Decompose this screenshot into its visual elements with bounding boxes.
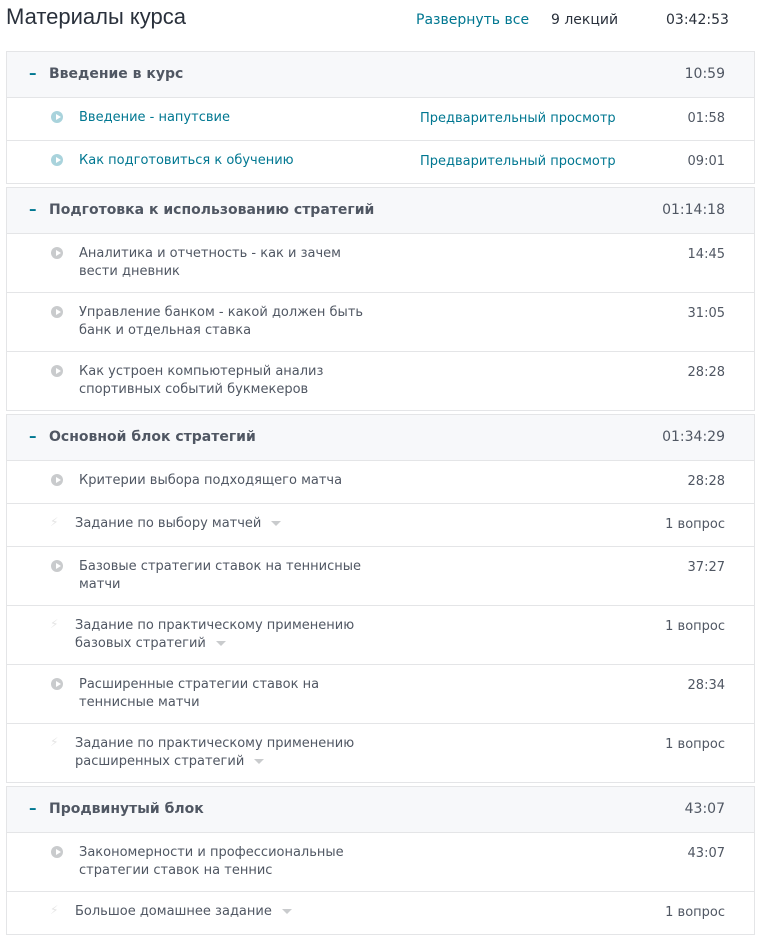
play-icon xyxy=(51,247,63,259)
lecture-duration: 43:07 xyxy=(687,846,725,861)
curriculum xyxy=(6,51,755,935)
lecture-duration: 31:05 xyxy=(687,306,725,321)
lecture-duration: 1 вопрос xyxy=(665,905,725,920)
lecture-title-text: Задание по практическому применению базовых стратегий xyxy=(75,618,355,651)
lightning-icon: ⚡ xyxy=(50,515,59,529)
lecture-row[interactable] xyxy=(7,234,754,293)
play-icon xyxy=(51,154,63,166)
lecture-title-text: Как устроен компьютерный анализ спортивных событий букмекеров xyxy=(79,364,324,397)
preview-link[interactable]: Предварительный просмотр xyxy=(420,154,616,169)
lecture-duration: 14:45 xyxy=(687,247,725,262)
lecture-title xyxy=(79,245,379,281)
lecture-row[interactable] xyxy=(7,724,754,782)
section-duration: 01:14:18 xyxy=(662,202,725,218)
collapse-icon[interactable]: – xyxy=(29,427,37,445)
lecture-title xyxy=(79,472,379,490)
lecture-title xyxy=(75,903,375,921)
play-icon xyxy=(51,846,63,858)
chevron-down-icon[interactable] xyxy=(254,759,264,764)
lightning-icon: ⚡ xyxy=(50,903,59,917)
lecture-title xyxy=(79,676,379,712)
lecture-title[interactable] xyxy=(79,109,379,127)
lecture-title[interactable] xyxy=(79,152,379,170)
lecture-row[interactable] xyxy=(7,461,754,504)
lecture-duration: 01:58 xyxy=(687,111,725,126)
lecture-title xyxy=(79,558,379,594)
lecture-title xyxy=(75,515,375,533)
section-title: Введение в курс xyxy=(49,66,184,82)
lecture-duration: 28:28 xyxy=(687,365,725,380)
lecture-row[interactable] xyxy=(7,606,754,665)
section-header[interactable] xyxy=(7,787,754,833)
curriculum-section xyxy=(6,51,755,184)
play-icon xyxy=(51,365,63,377)
play-icon xyxy=(51,306,63,318)
lecture-count: 9 лекций xyxy=(551,12,619,28)
section-duration: 43:07 xyxy=(684,801,725,817)
expand-all-button[interactable]: Развернуть все xyxy=(416,12,530,28)
preview-link[interactable]: Предварительный просмотр xyxy=(420,111,616,126)
lecture-row[interactable] xyxy=(7,892,754,934)
section-header[interactable] xyxy=(7,188,754,234)
lecture-title xyxy=(79,844,379,880)
lecture-title xyxy=(75,617,375,653)
lecture-duration: 1 вопрос xyxy=(665,737,725,752)
lecture-title xyxy=(79,363,379,399)
section-title: Продвинутый блок xyxy=(49,801,204,817)
lecture-title-text: Как подготовиться к обучению xyxy=(79,153,294,168)
lecture-row[interactable] xyxy=(7,352,754,410)
collapse-icon[interactable]: – xyxy=(29,799,37,817)
page-title: Материалы курса xyxy=(6,4,187,29)
lecture-title-text: Задание по выбору матчей xyxy=(75,516,262,531)
section-header[interactable] xyxy=(7,415,754,461)
lightning-icon: ⚡ xyxy=(50,735,59,749)
lecture-duration: 1 вопрос xyxy=(665,619,725,634)
lightning-icon: ⚡ xyxy=(50,617,59,631)
lecture-title xyxy=(75,735,375,771)
section-duration: 01:34:29 xyxy=(662,429,725,445)
lecture-title-text: Задание по практическому применению расширенных стратегий xyxy=(75,736,355,769)
lecture-duration: 28:34 xyxy=(687,678,725,693)
collapse-icon[interactable]: – xyxy=(29,200,37,218)
collapse-icon[interactable]: – xyxy=(29,64,37,82)
lecture-row[interactable] xyxy=(7,141,754,183)
lecture-row[interactable] xyxy=(7,665,754,724)
lecture-row[interactable] xyxy=(7,98,754,141)
lecture-title-text: Аналитика и отчетность - как и зачем вести дневник xyxy=(79,246,341,279)
lecture-row[interactable] xyxy=(7,293,754,352)
chevron-down-icon[interactable] xyxy=(282,909,292,914)
lecture-title-text: Расширенные стратегии ставок на теннисные матчи xyxy=(79,677,320,710)
lecture-duration: 37:27 xyxy=(687,560,725,575)
section-title: Подготовка к использованию стратегий xyxy=(49,202,375,218)
section-header[interactable] xyxy=(7,52,754,98)
curriculum-section xyxy=(6,414,755,783)
curriculum-section xyxy=(6,187,755,411)
play-icon xyxy=(51,474,63,486)
lecture-title-text: Управление банком - какой должен быть банк и отдельная ставка xyxy=(79,305,364,338)
lecture-duration: 28:28 xyxy=(687,474,725,489)
lecture-row[interactable] xyxy=(7,833,754,892)
lecture-row[interactable] xyxy=(7,547,754,606)
lecture-duration: 1 вопрос xyxy=(665,517,725,532)
lecture-duration: 09:01 xyxy=(687,154,725,169)
course-content-header xyxy=(0,0,762,50)
section-title: Основной блок стратегий xyxy=(49,429,256,445)
total-duration: 03:42:53 xyxy=(666,12,729,28)
lecture-title xyxy=(79,304,379,340)
chevron-down-icon[interactable] xyxy=(216,641,226,646)
lecture-title-text: Введение - напутсвие xyxy=(79,110,230,125)
lecture-title-text: Закономерности и профессиональные стратегии ставок на теннис xyxy=(79,845,344,878)
chevron-down-icon[interactable] xyxy=(271,521,281,526)
curriculum-section xyxy=(6,786,755,935)
play-icon xyxy=(51,678,63,690)
lecture-title-text: Большое домашнее задание xyxy=(75,904,272,919)
lecture-title-text: Критерии выбора подходящего матча xyxy=(79,473,343,488)
play-icon xyxy=(51,111,63,123)
lecture-title-text: Базовые стратегии ставок на теннисные матчи xyxy=(79,559,361,592)
play-icon xyxy=(51,560,63,572)
lecture-row[interactable] xyxy=(7,504,754,547)
section-duration: 10:59 xyxy=(684,66,725,82)
